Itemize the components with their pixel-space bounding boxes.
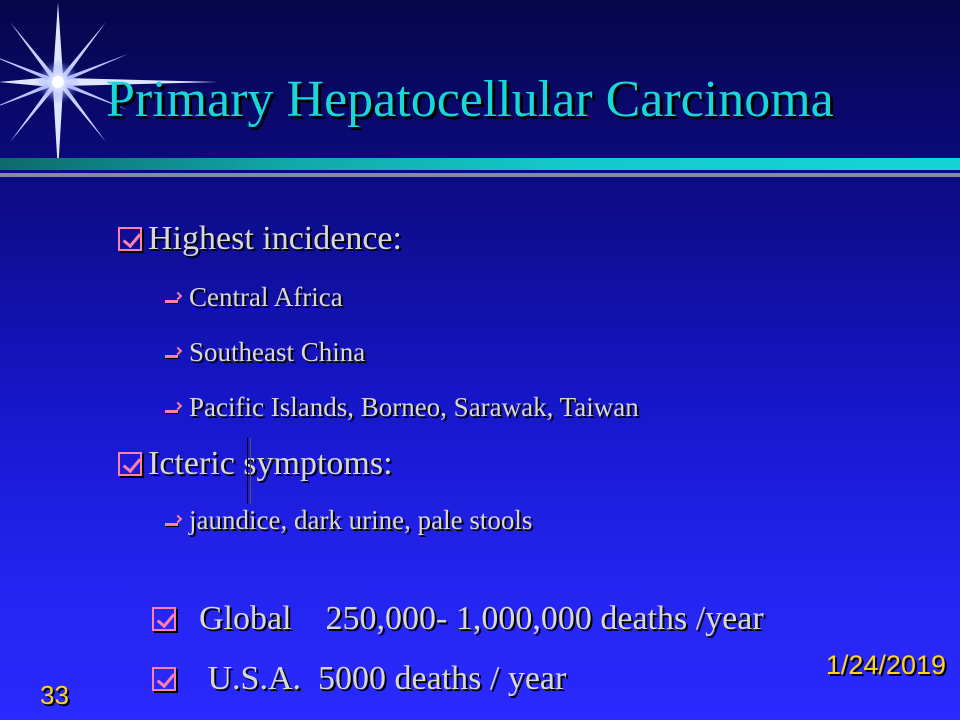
dash-arrow-icon bbox=[165, 346, 183, 360]
dash-arrow-icon bbox=[165, 401, 183, 415]
subbullet-text: Pacific Islands, Borneo, Sarawak, Taiwan bbox=[189, 392, 639, 422]
subbullet-pacific-islands bbox=[165, 392, 639, 423]
slide-date: 1/24/2019 bbox=[825, 650, 946, 680]
slide-title: Primary Hepatocellular Carcinoma bbox=[106, 71, 834, 128]
title-divider-shadow bbox=[0, 173, 960, 177]
subbullet-text: Central Africa bbox=[189, 282, 343, 312]
bullet-text: U.S.A. 5000 deaths / year bbox=[182, 660, 567, 697]
bullet-icteric-symptoms bbox=[118, 445, 393, 483]
checkbox-check-icon bbox=[118, 227, 142, 251]
page-number: 33 bbox=[40, 680, 69, 710]
subbullet-central-africa bbox=[165, 282, 343, 313]
bullet-text: Highest incidence: bbox=[148, 220, 402, 257]
subbullet-jaundice bbox=[165, 505, 532, 536]
title-divider bbox=[0, 158, 960, 170]
dash-arrow-icon bbox=[165, 291, 183, 305]
dash-arrow-icon bbox=[165, 514, 183, 528]
bullet-text: Global 250,000- 1,000,000 deaths /year bbox=[182, 600, 764, 637]
bullet-text: Icteric symptoms: bbox=[148, 445, 393, 482]
subbullet-text: Southeast China bbox=[189, 337, 366, 367]
bullet-highest-incidence bbox=[118, 220, 402, 258]
checkbox-check-icon bbox=[152, 667, 176, 691]
subbullet-text: jaundice, dark urine, pale stools bbox=[189, 505, 533, 535]
bullet-usa-deaths bbox=[118, 622, 566, 720]
subbullet-southeast-china bbox=[165, 337, 365, 368]
text-cursor bbox=[247, 438, 251, 504]
checkbox-check-icon bbox=[118, 452, 142, 476]
